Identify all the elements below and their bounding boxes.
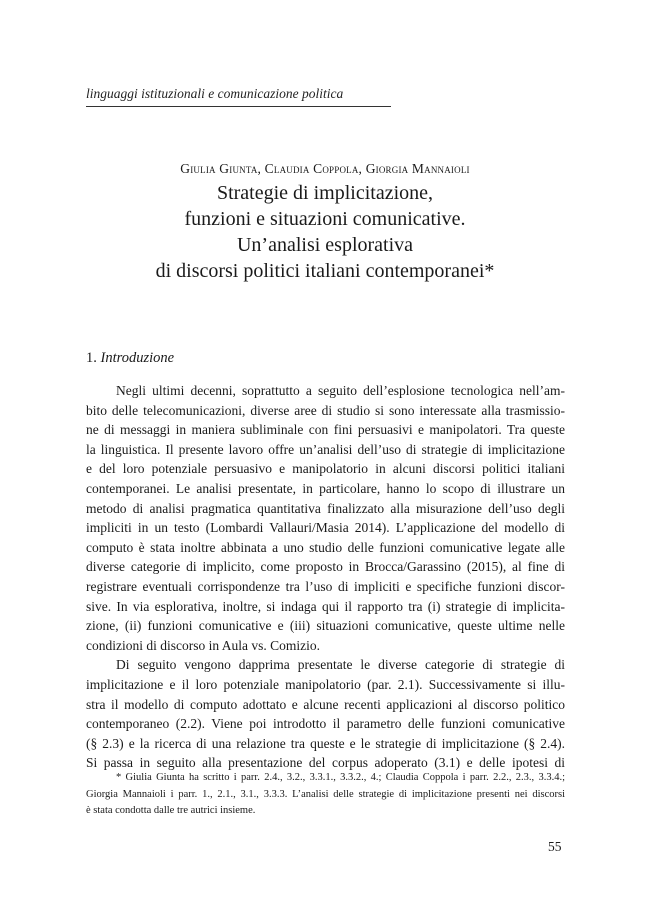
text-line: diverse categorie di implicito, come proposto in Brocca/Garassino (2015), al fine di (86, 559, 565, 575)
text-line: stra il modello di computo adottato e alcune recenti applicazioni al discorso politico (86, 696, 565, 712)
text-line: metodo di analisi pragmatica quantitativa finalizzato alla misurazione dell’uso degli (86, 500, 565, 516)
section-number: 1. (86, 350, 97, 366)
text-line: registrare eventuali corrispondenze tra l’uso di impliciti e specifiche funzioni discor- (86, 578, 565, 594)
authors: Giulia Giunta, Claudia Coppola, Giorgia Mannaioli (180, 161, 470, 176)
text-line: (§ 2.3) e la ricerca di una relazione tra queste e le strategie di implicitazione (§ 2.4). (86, 735, 565, 751)
body-text (86, 381, 565, 773)
text-line: Negli ultimi decenni, soprattutto a seguito dell’esplosione tecnologica nell’am- (116, 383, 565, 398)
title-line: Un’analisi esplorativa (236, 234, 414, 256)
page-number: 55 (548, 839, 562, 854)
title-line: funzioni e situazioni comunicative. (184, 208, 466, 230)
text-line: implicitazione e il loro potenziale manipolatorio (par. 2.1). Successivamente si illu- (86, 676, 565, 692)
running-head: linguaggi istituzionali e comunicazione politica (86, 86, 344, 101)
text-line: contemporaneo (2.2). Viene poi introdotto il parametro delle funzioni comunicative (86, 716, 565, 732)
title-line: Strategie di implicitazione, (216, 182, 434, 204)
text-line: ne di messaggi in maniera subliminale con fini persuasivi e manipolatori. Tra queste (86, 422, 565, 438)
text-line: la linguistica. Il presente lavoro offre un’analisi dell’uso di strategie di implicitazione (86, 441, 565, 457)
text-line: computo è stata inoltre abbinata a uno studio delle funzioni comunicative legate alle (86, 539, 565, 555)
footnote (86, 770, 565, 820)
text-line: e del loro potenziale persuasivo e manipolatorio in alcuni discorsi politici italiani (86, 461, 565, 477)
text-line: zione, (ii) funzioni comunicative e (iii) situazioni comunicative, queste ultime nelle (86, 618, 565, 634)
title-line: di discorsi politici italiani contemporanei* (155, 260, 495, 282)
text-line: impliciti in un testo (Lombardi Vallauri/Masia 2014). L’applicazione del modello di (86, 520, 565, 536)
footnote-line: * Giulia Giunta ha scritto i parr. 2.4., 3.2., 3.3.1., 3.3.2., 4.; Claudia Coppola i parr. 2.2., 2.3., 3.3.4.; (116, 772, 565, 783)
text-line: bito delle telecomunicazioni, diverse aree di studio si sono interessate alla trasmissio- (86, 402, 565, 418)
footnote-line: Giorgia Mannaioli i parr. 1., 2.1., 3.1., 3.3.3. L’analisi delle strategie di implicitazione presenti nei discorsi (86, 788, 565, 800)
text-line: condizioni di discorso in Aula vs. Comizio. (86, 637, 320, 653)
text-line: Si passa in seguito alla presentazione del corpus adoperato (3.1) e delle ipotesi di (86, 755, 565, 771)
text-line: contemporanei. Le analisi presentate, in particolare, hanno lo scopo di illustrare un (86, 480, 565, 496)
text-line: sive. In via esplorativa, inoltre, si indaga qui il rapporto tra (i) strategie di implicita- (86, 598, 565, 614)
section-title: Introduzione (100, 350, 175, 366)
text-line: Di seguito vengono dapprima presentate le diverse categorie di strategie di (116, 657, 565, 673)
article-title (60, 180, 590, 284)
footnote-line: è stata condotta dalle tre autrici insieme. (86, 805, 256, 816)
section-heading (86, 350, 174, 367)
header-rule (86, 106, 391, 107)
